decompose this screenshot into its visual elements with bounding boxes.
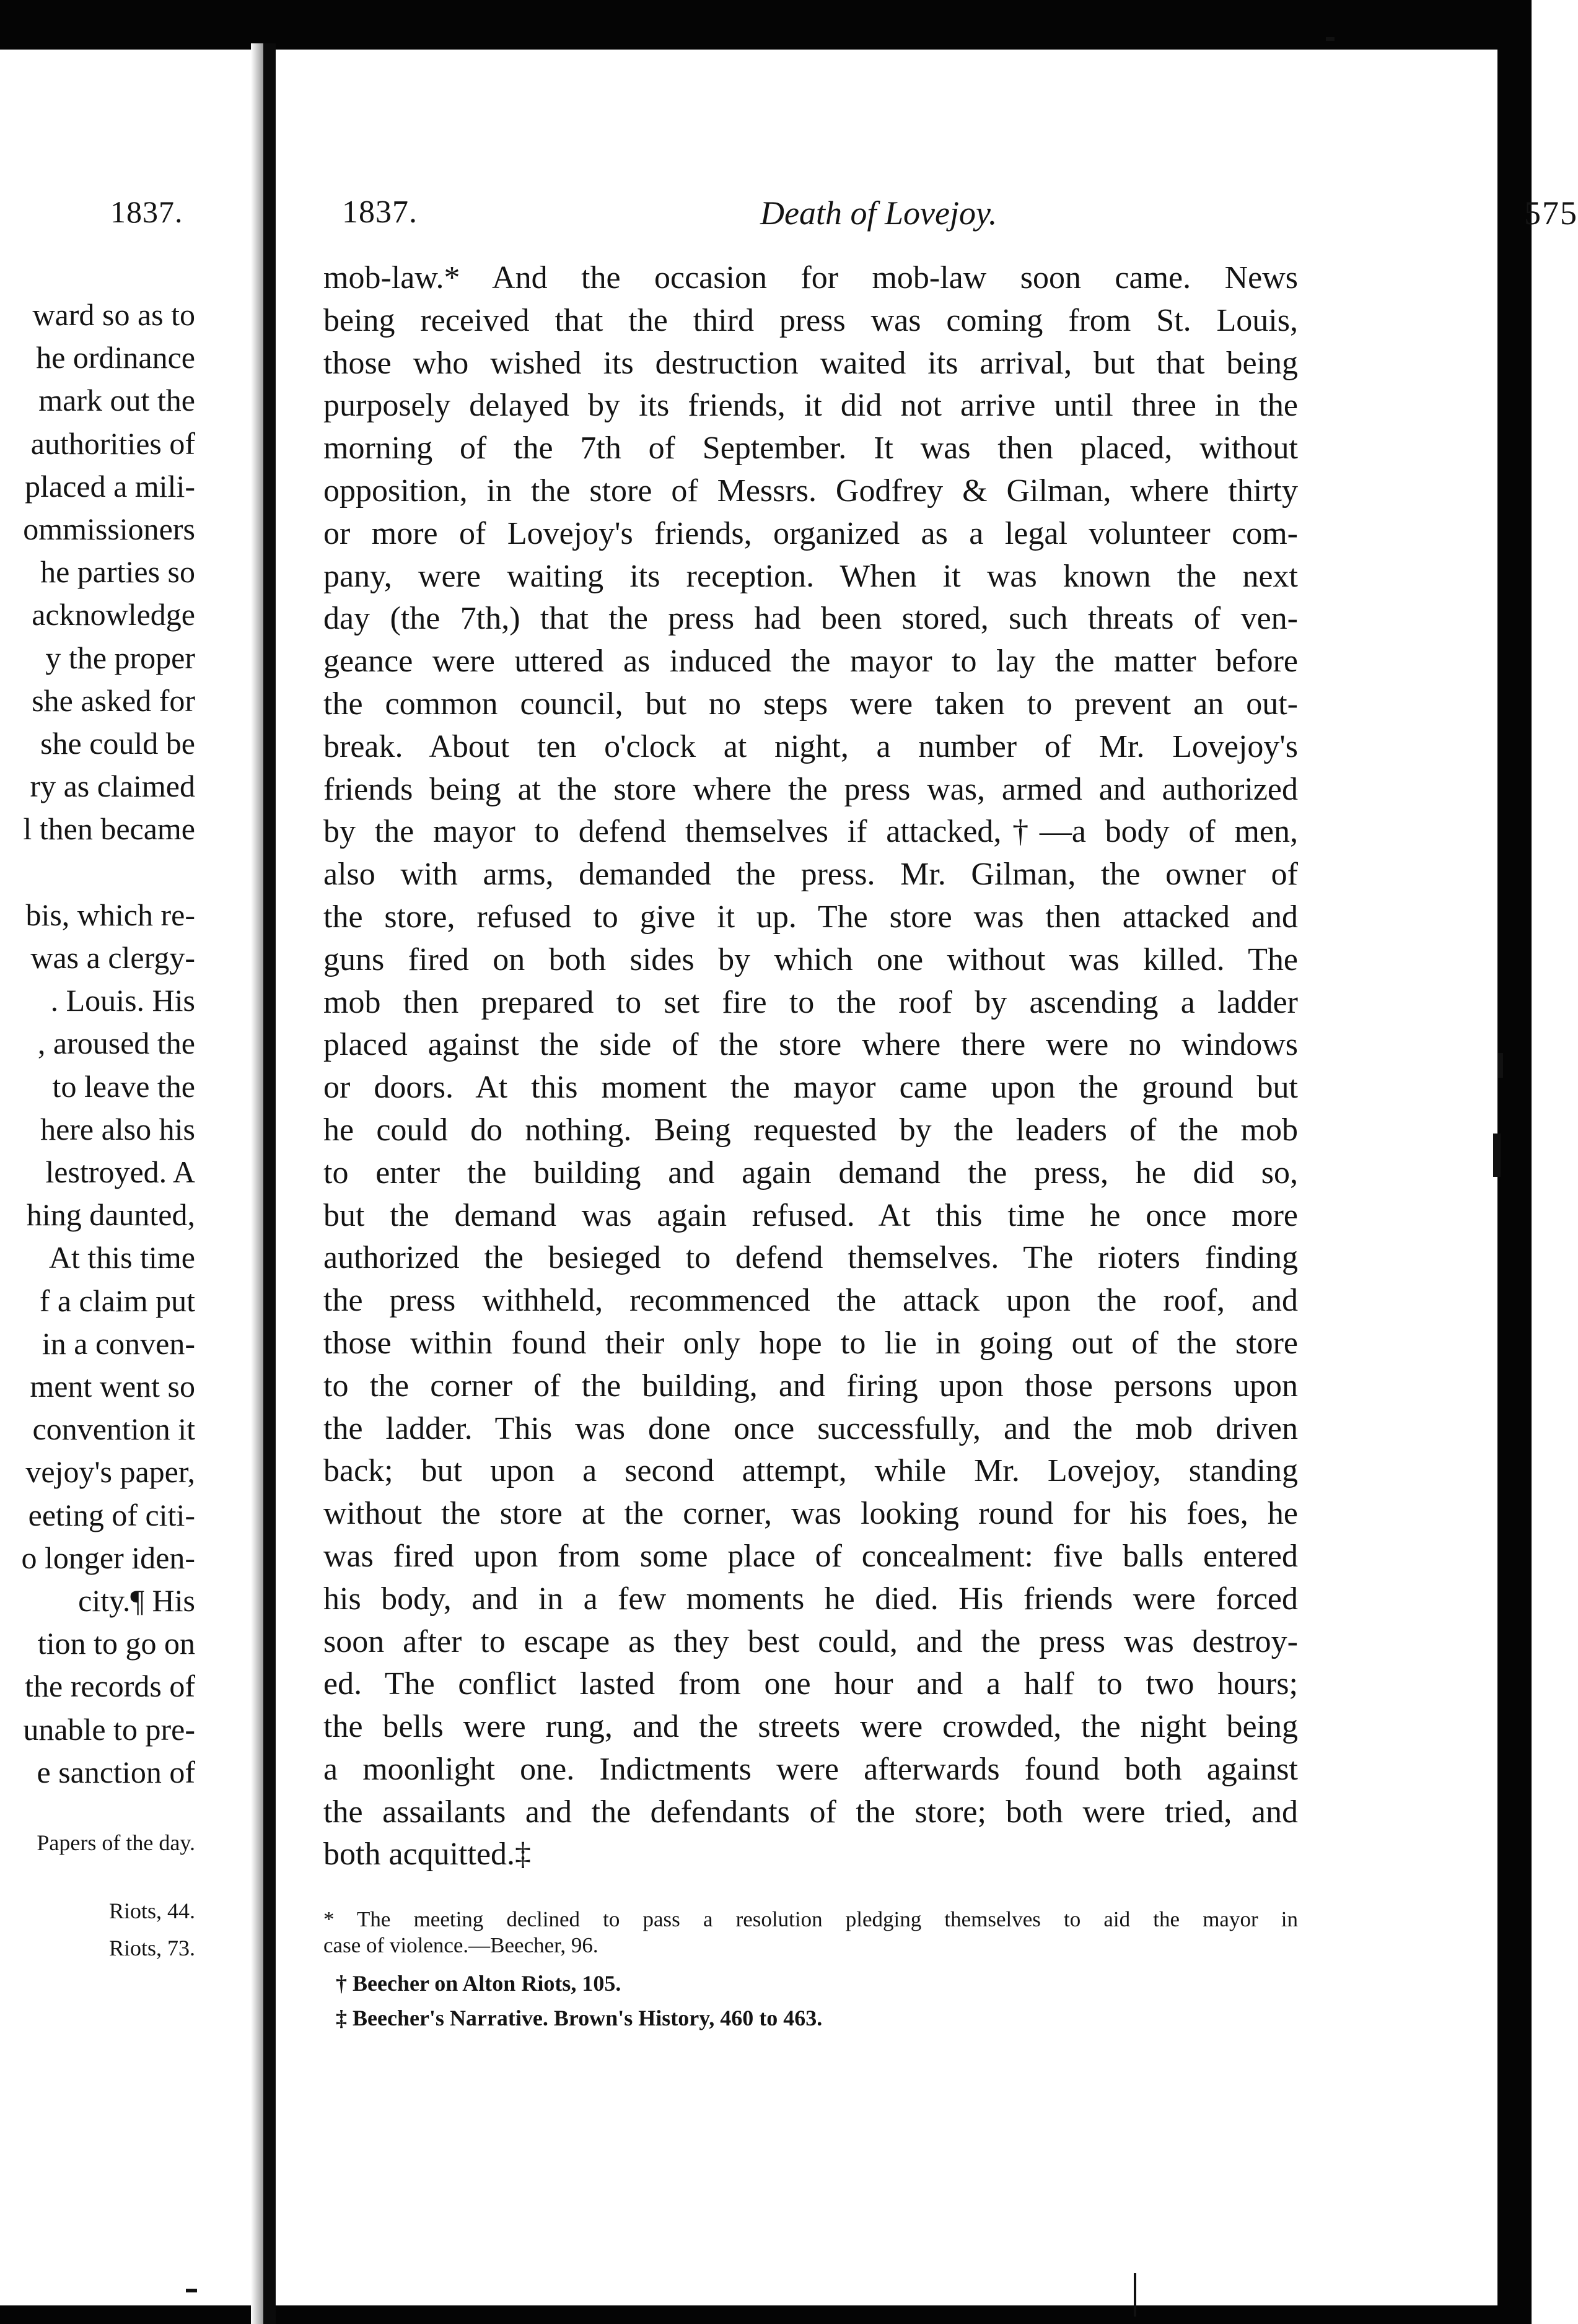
text-line: pany, were waiting its reception. When it was known the next [323,558,1298,594]
text-line: mob-law.* And the occasion for mob-law soon came. News [323,260,1298,295]
text-line: friends being at the store where the press was, armed and authorized [323,771,1298,807]
left-text-line [0,851,195,894]
left-text-line: f a claim put [39,1283,195,1318]
left-text-line: she could be [40,726,195,761]
left-text-line: to leave the [52,1068,195,1104]
text-line: the bells were rung, and the streets were crowded, the night being [323,1709,1298,1745]
book-gutter [263,43,276,2324]
left-text-line: she asked for [32,683,195,718]
left-text-line: authorities of [30,426,195,461]
text-line: back; but upon a second attempt, while Mr. Lovejoy, standing [323,1453,1298,1489]
text-line: but the demand was again refused. At this time he once more [323,1197,1298,1233]
text-line: both acquitted.‡ [323,1837,532,1872]
text-line: the ladder. This was done once successfully, and the mob driven [323,1410,1298,1446]
left-text-line: unable to pre- [23,1711,195,1747]
scan-speck [1498,1053,1503,1078]
left-page-year: 1837. [110,194,183,229]
left-text-line: o longer iden- [21,1540,195,1575]
left-text-line: hing daunted, [26,1197,195,1233]
text-line: mob then prepared to set fire to the roof by ascending a ladder [323,984,1298,1020]
left-text-line: ward so as to [32,297,195,332]
left-footnote: Riots, 73. [108,1936,195,1960]
text-line: being received that the third press was coming from St. Louis, [323,302,1298,338]
footnotes [323,1907,1298,2035]
scan-border-top [0,0,1532,50]
text-line: guns fired on both sides by which one without was killed. The [323,941,1298,977]
text-line: opposition, in the store of Messrs. Godfrey & Gilman, where thirty [323,473,1298,509]
left-text-line: ment went so [30,1369,195,1404]
left-text-line: in a conven- [42,1326,195,1361]
scan-border-right [1497,0,1532,2324]
left-text-line: , aroused the [37,1026,195,1061]
text-line: authorized the besieged to defend themselves. The rioters finding [323,1240,1298,1276]
left-text-line: tion to go on [37,1626,195,1661]
left-text-line: l then became [23,811,195,847]
text-line: morning of the 7th of September. It was then placed, without [323,430,1298,466]
text-line: ed. The conflict lasted from one hour and a half to two hours; [323,1666,1298,1702]
text-line: he could do nothing. Being requested by the leaders of the mob [323,1112,1298,1148]
left-page-footnotes [0,1824,195,1967]
text-line: the store, refused to give it up. The store was then attacked and [323,899,1298,935]
left-text-line: lestroyed. A [45,1155,195,1190]
left-text-line: was a clergy- [30,940,195,976]
left-text-line: y the proper [45,640,195,675]
left-text-line: At this time [48,1240,195,1275]
left-footnote: Papers of the day. [37,1830,195,1855]
left-text-line: ommissioners [23,512,195,547]
text-line: to the corner of the building, and firing upon those persons upon [323,1368,1298,1404]
text-line: to enter the building and again demand the press, he did so, [323,1155,1298,1190]
left-text-line: bis, which re- [25,897,195,932]
left-text-line: e sanction of [37,1754,195,1789]
header-title: Death of Lovejoy. [760,194,997,232]
left-page [0,43,251,2310]
text-line: without the store at the corner, was looking round for his foes, he [323,1496,1298,1532]
text-line: those within found their only hope to lie in going out of the store [323,1325,1298,1361]
left-page-text [0,294,195,1794]
left-text-line: city.¶ His [78,1583,195,1618]
running-header [342,194,1578,243]
left-text-line: the records of [25,1669,195,1704]
text-line: the press withheld, recommenced the attack upon the roof, and [323,1283,1298,1319]
text-line: also with arms, demanded the press. Mr. Gilman, the owner of [323,857,1298,893]
left-footnote: Riots, 44. [108,1898,195,1923]
text-line: or doors. At this moment the mayor came upon the ground but [323,1070,1298,1106]
left-text-line: mark out the [38,383,195,418]
text-line: the common council, but no steps were taken to prevent an out- [323,686,1298,722]
left-text-line: ry as claimed [30,769,195,804]
text-line: was fired upon from some place of concealment: five balls entered [323,1538,1298,1574]
header-year: 1837. [342,194,418,230]
text-line: soon after to escape as they best could, and the press was destroy- [323,1623,1298,1659]
footnote-2: † Beecher on Alton Riots, 105. [336,1971,621,1996]
footnote-1-line-2: case of violence.—Beecher, 96. [323,1933,598,1957]
body-text [323,257,1298,1876]
binding-shadow [251,43,263,2324]
left-text-line: placed a mili- [25,468,195,504]
left-text-line: he ordinance [36,340,195,375]
text-line: placed against the side of the store where there were no windows [323,1027,1298,1063]
text-line: purposely delayed by its friends, it did not arrive until three in the [323,388,1298,424]
text-line: break. About ten o'clock at night, a number of Mr. Lovejoy's [323,728,1298,764]
text-line: a moonlight one. Indictments were afterwards found both against [323,1751,1298,1787]
text-line: those who wished its destruction waited its arrival, but that being [323,345,1298,381]
left-text-line: he parties so [40,554,195,590]
scan-speck [1326,37,1335,41]
text-line: or more of Lovejoy's friends, organized as a legal volunteer com- [323,515,1298,551]
left-text-line: eeting of citi- [28,1497,195,1532]
left-text-line: convention it [32,1412,195,1447]
left-text-line: here also his [40,1111,195,1147]
text-line: day (the 7th,) that the press had been stored, such threats of ven- [323,601,1298,637]
left-text-line: . Louis. His [50,983,195,1018]
text-line: by the mayor to defend themselves if attacked,†—a body of men, [323,814,1298,850]
footnote-3: ‡ Beecher's Narrative. Brown's History, 460 to 463. [336,2006,823,2030]
text-line: geance were uttered as induced the mayor to lay the matter before [323,644,1298,679]
page-number: 575 [1524,194,1578,232]
left-text-line: vejoy's paper, [25,1454,195,1490]
page [276,43,1578,2310]
footnote-1-line-1: * The meeting declined to pass a resolution pledging themselves to aid the mayor in [323,1907,1298,1931]
text-line: his body, and in a few moments he died. His friends were forced [323,1581,1298,1617]
left-text-line: acknowledge [32,597,195,632]
text-line: the assailants and the defendants of the store; both were tried, and [323,1794,1298,1830]
